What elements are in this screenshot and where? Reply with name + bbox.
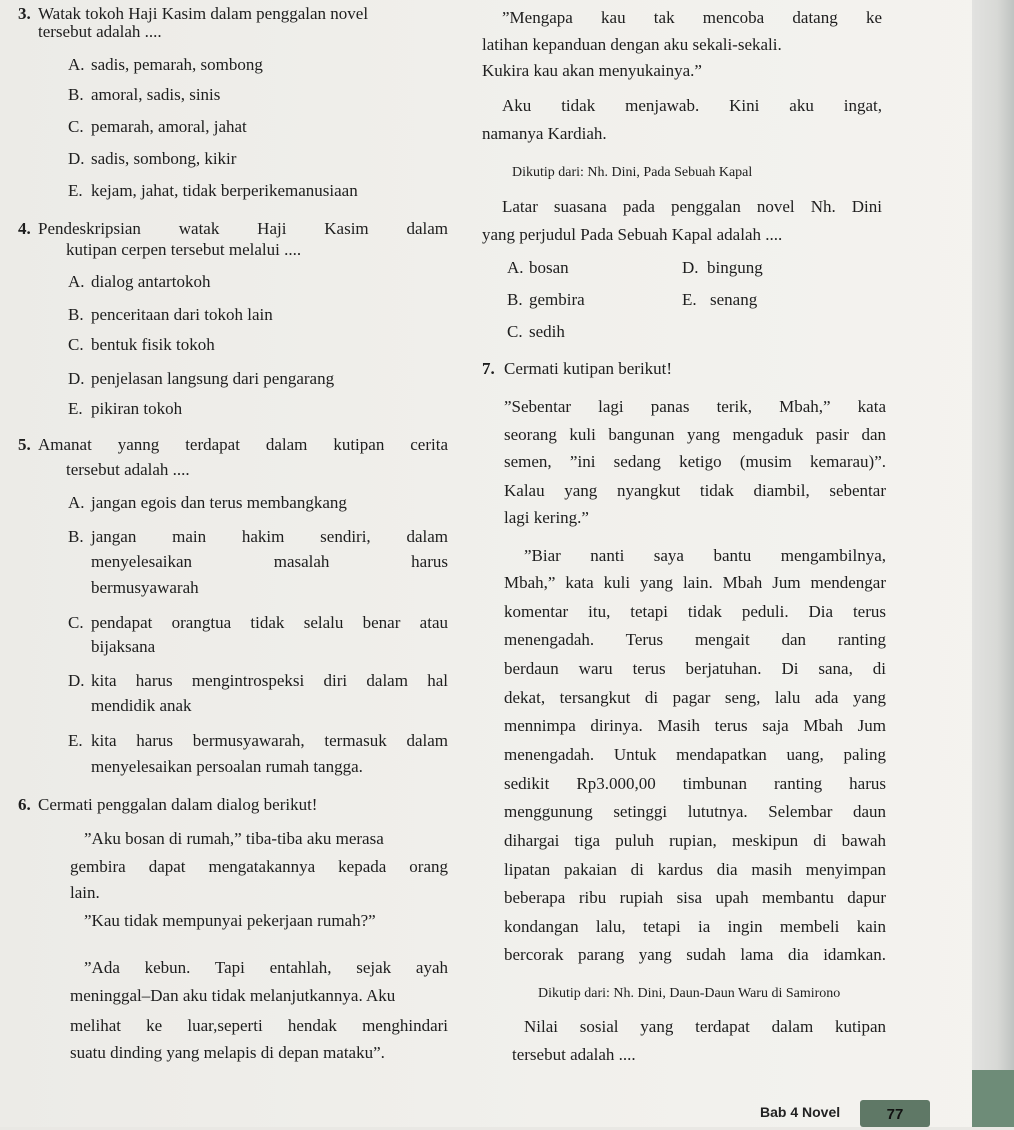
passage-line: berdaun waru terus berjatuhan. Di sana, di (504, 659, 886, 678)
question-7-prompt: Nilai sosial yang terdapat dalam kutipan (524, 1017, 886, 1036)
passage-line: sedikit Rp3.000,00 timbunan ranting harus (504, 774, 886, 793)
passage-line: menengadah. Terus mengait dan ranting (504, 630, 886, 649)
passage-line: seorang kuli bangunan yang mengaduk pasir dan (504, 425, 886, 444)
passage-line: menengadah. Untuk mendapatkan uang, paling (504, 745, 886, 764)
page-tab-marker (972, 1070, 1014, 1127)
option-letter[interactable]: D. (68, 149, 85, 168)
option-letter[interactable]: B. (68, 305, 84, 324)
option-text[interactable]: pikiran tokoh (91, 399, 183, 418)
passage-line: melihat ke luar,seperti hendak menghindari (70, 1016, 448, 1035)
passage-line: mennimpa dirinya. Masih terus saja Mbah Jum (504, 716, 886, 735)
passage-line: ”Ada kebun. Tapi entahlah, sejak ayah (84, 958, 448, 977)
question-6-prompt: yang perjudul Pada Sebuah Kapal adalah .... (482, 225, 783, 244)
question-7-stem: Cermati kutipan berikut! (504, 359, 673, 378)
option-letter[interactable]: E. (68, 731, 83, 750)
question-4-number: 4. (18, 219, 31, 238)
option-letter[interactable]: C. (68, 613, 84, 632)
option-letter[interactable]: A. (507, 258, 524, 277)
page-number: 77 (860, 1100, 930, 1127)
option-letter[interactable]: A. (68, 493, 85, 512)
question-6-number: 6. (18, 795, 31, 814)
question-4-stem: kutipan cerpen tersebut melalui .... (66, 240, 302, 259)
passage-line: dihargai tiga puluh rupian, meskipun di bawah (504, 831, 886, 850)
passage-line: Aku tidak menjawab. Kini aku ingat, (502, 96, 882, 115)
page-edge-shadow (972, 0, 1014, 1127)
passage-line: namanya Kardiah. (482, 124, 607, 143)
option-letter[interactable]: C. (68, 335, 84, 354)
chapter-label: Bab 4 Novel (760, 1104, 841, 1120)
option-letter[interactable]: C. (507, 322, 523, 341)
passage-line: suatu dinding yang melapis di depan mataku”. (70, 1043, 385, 1062)
option-text[interactable]: menyelesaikan masalah harus (91, 552, 448, 571)
option-text[interactable]: kita harus bermusyawarah, termasuk dalam (91, 731, 448, 750)
option-letter[interactable]: D. (68, 369, 85, 388)
question-6-stem: Cermati penggalan dalam dialog berikut! (38, 795, 318, 814)
option-letter[interactable]: C. (68, 117, 84, 136)
passage-line: menggunung setinggi lututnya. Selembar daun (504, 802, 886, 821)
option-text[interactable]: penjelasan langsung dari pengarang (91, 369, 335, 388)
option-text[interactable]: bijaksana (91, 637, 156, 656)
option-letter[interactable]: B. (68, 85, 84, 104)
option-letter[interactable]: D. (682, 258, 699, 277)
passage-line: semen, ”ini sedang ketigo (musim kemarau)”. (504, 452, 886, 471)
option-text[interactable]: gembira (529, 290, 585, 309)
option-text[interactable]: sadis, pemarah, sombong (91, 55, 263, 74)
passage-line: beberapa ribu rupiah sisa upah membantu dapur (504, 888, 886, 907)
option-text[interactable]: sadis, sombong, kikir (91, 149, 237, 168)
option-text[interactable]: amoral, sadis, sinis (91, 85, 221, 104)
option-letter[interactable]: B. (507, 290, 523, 309)
question-4-stem: Pendeskripsian watak Haji Kasim dalam (38, 219, 448, 238)
passage-line: ”Kau tidak mempunyai pekerjaan rumah?” (84, 911, 376, 930)
option-text[interactable]: dialog antartokoh (91, 272, 211, 291)
source-citation: Dikutip dari: Nh. Dini, Pada Sebuah Kapal (512, 165, 753, 180)
passage-line: ”Biar nanti saya bantu mengambilnya, (524, 546, 886, 565)
option-letter[interactable]: E. (682, 290, 697, 309)
option-text[interactable]: pemarah, amoral, jahat (91, 117, 247, 136)
question-6-prompt: Latar suasana pada penggalan novel Nh. Dini (502, 197, 882, 216)
page-footer (760, 1100, 930, 1127)
passage-line: dekat, tersangkut di pagar seng, lalu ada yang (504, 688, 886, 707)
passage-line: Kukira kau akan menyukainya.” (482, 61, 702, 80)
passage-line: kondangan lalu, tetapi ia ingin membeli kain (504, 917, 886, 936)
option-text[interactable]: bentuk fisik tokoh (91, 335, 215, 354)
passage-line: bercorak parang yang sudah lama dia idamkan. (504, 945, 886, 964)
option-letter[interactable]: E. (68, 399, 83, 418)
option-letter[interactable]: B. (68, 527, 84, 546)
question-3-stem: tersebut adalah .... (38, 22, 162, 41)
passage-line: meninggal–Dan aku tidak melanjutkannya. Aku (70, 986, 396, 1005)
passage-line: komentar itu, tetapi tidak peduli. Dia terus (504, 602, 886, 621)
source-citation: Dikutip dari: Nh. Dini, Daun-Daun Waru di Samirono (538, 986, 841, 1001)
passage-line: ”Aku bosan di rumah,” tiba-tiba aku merasa (84, 829, 384, 848)
passage-line: ”Sebentar lagi panas terik, Mbah,” kata (504, 397, 886, 416)
passage-line: ”Mengapa kau tak mencoba datang ke (502, 8, 882, 27)
passage-line: latihan kepanduan dengan aku sekali-sekali. (482, 35, 782, 54)
option-text[interactable]: mendidik anak (91, 696, 192, 715)
question-5-stem: tersebut adalah .... (66, 460, 190, 479)
option-text[interactable]: senang (710, 290, 758, 309)
passage-line: gembira dapat mengatakannya kepada orang (70, 857, 448, 876)
option-text[interactable]: bermusyawarah (91, 578, 199, 597)
passage-line: Mbah,” kata kuli yang lain. Mbah Jum mendengar (504, 573, 886, 592)
question-3-number: 3. (18, 4, 31, 23)
question-5-stem: Amanat yanng terdapat dalam kutipan cerita (38, 435, 448, 454)
option-letter[interactable]: A. (68, 55, 85, 74)
option-letter[interactable]: E. (68, 181, 83, 200)
passage-line: Kalau yang nyangkut tidak diambil, sebentar (504, 481, 886, 500)
option-text[interactable]: bingung (707, 258, 763, 277)
passage-line: lagi kering.” (504, 508, 589, 527)
option-text[interactable]: bosan (529, 258, 569, 277)
option-text[interactable]: kejam, jahat, tidak berperikemanusiaan (91, 181, 358, 200)
option-text[interactable]: jangan main hakim sendiri, dalam (91, 527, 448, 546)
option-letter[interactable]: D. (68, 671, 85, 690)
option-text[interactable]: menyelesaikan persoalan rumah tangga. (91, 757, 363, 776)
option-text[interactable]: pendapat orangtua tidak selalu benar atau (91, 613, 448, 632)
question-7-prompt: tersebut adalah .... (512, 1045, 636, 1064)
passage-line: lain. (70, 883, 100, 902)
option-text[interactable]: kita harus mengintrospeksi diri dalam hal (91, 671, 448, 690)
option-text[interactable]: penceritaan dari tokoh lain (91, 305, 273, 324)
option-text[interactable]: jangan egois dan terus membangkang (91, 493, 347, 512)
question-3-stem: Watak tokoh Haji Kasim dalam penggalan novel (38, 4, 369, 23)
option-text[interactable]: sedih (529, 322, 565, 341)
question-5-number: 5. (18, 435, 31, 454)
option-letter[interactable]: A. (68, 272, 85, 291)
passage-line: lipatan pakaian di kardus dia masih menyimpan (504, 860, 886, 879)
question-7-number: 7. (482, 359, 495, 378)
